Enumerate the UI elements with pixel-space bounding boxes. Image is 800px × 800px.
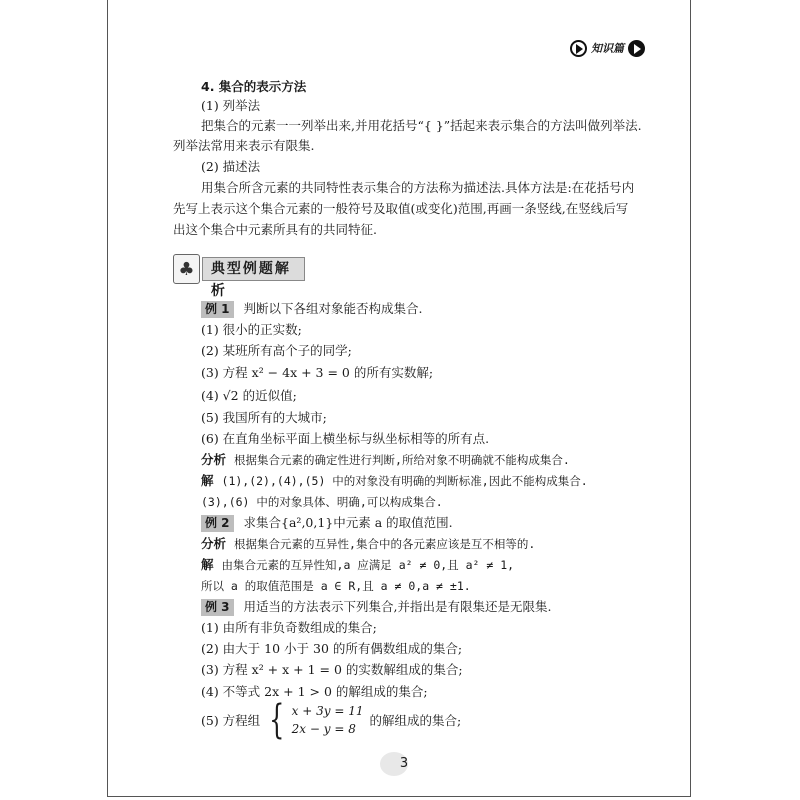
example-1-item: (6) 在直角坐标平面上横坐标与纵坐标相等的所有点. [201,431,490,446]
examples-banner [173,253,305,299]
description-text-1: 用集合所含元素的共同特性表示集合的方法称为描述法.具体方法是:在花括号内 [201,180,635,195]
subsection-enumeration: (1) 列举法 [201,98,261,113]
tree-icon: ♣ [173,254,200,284]
example-3-item: (3) 方程 x² + x + 1 = 0 的实数解组成的集合; [201,662,463,677]
description-text-3: 出这个集合中元素所具有的共同特征. [173,222,377,237]
example-1-item: (2) 某班所有高个子的同学; [201,343,352,358]
section-badge [570,38,645,58]
example-1-item: (3) 方程 x² − 4x + 3 = 0 的所有实数解; [201,365,434,380]
description-text-2: 先写上表示这个集合元素的一般符号及取值(或变化)范围,再画一条竖线,在竖线后写 [173,201,629,216]
solution-text: 由集合元素的互异性知,a 应满足 a² ≠ 0,且 a² ≠ 1, [221,558,515,572]
example-2-analysis [201,535,535,553]
analysis-text: 根据集合元素的互异性,集合中的各元素应该是互不相等的. [234,537,536,551]
example-2-question: 求集合{a²,0,1}中元素 a 的取值范围. [243,515,453,530]
examples-banner-title: 典型例题解析 [202,257,305,281]
analysis-label: 分析 [201,452,227,467]
item-5-suffix: 的解组成的集合; [369,713,462,728]
analysis-label: 分析 [201,536,227,551]
example-1-analysis [201,451,570,469]
badge-label: 知识篇 [591,42,624,55]
example-3-question: 用适当的方法表示下列集合,并指出是有限集还是无限集. [243,599,552,614]
example-1-item: (4) √2 的近似值; [201,388,297,403]
example-2-tag: 例 2 [201,515,234,532]
equation-system [292,702,364,738]
solution-text: (1),(2),(4),(5) 中的对象没有明确的判断标准,因此不能构成集合. [221,474,588,488]
example-1-solution [201,472,588,490]
example-3-question-line [201,598,551,616]
example-2-solution [201,556,514,574]
example-3-item: (4) 不等式 2x + 1 > 0 的解组成的集合; [201,684,428,699]
example-2-solution-cont: 所以 a 的取值范围是 a ∈ R,且 a ≠ 0,a ≠ ±1. [201,579,471,593]
left-brace-icon: { [269,697,285,743]
item-5-prefix: (5) 方程组 [201,713,261,728]
example-1-question-line [201,300,423,318]
example-1-question: 判断以下各组对象能否构成集合. [243,301,423,316]
example-1-solution-cont: (3),(6) 中的对象具体、明确,可以构成集合. [201,495,443,509]
example-1-item: (1) 很小的正实数; [201,322,302,337]
example-3-item-5 [201,697,462,743]
analysis-text: 根据集合元素的确定性进行判断,所给对象不明确就不能构成集合. [234,453,570,467]
play-solid-icon [628,40,645,57]
page-number [380,748,416,778]
example-3-item: (2) 由大于 10 小于 30 的所有偶数组成的集合; [201,641,463,656]
subsection-description: (2) 描述法 [201,159,261,174]
example-3-tag: 例 3 [201,599,234,616]
example-3-item: (1) 由所有非负奇数组成的集合; [201,620,377,635]
equation-1: x + 3y = 11 [291,704,364,718]
page-number-text: 3 [399,755,409,771]
example-1-item: (5) 我国所有的大城市; [201,410,327,425]
example-2-question-line [201,514,453,532]
enumeration-text-2: 列举法常用来表示有限集. [173,138,315,153]
example-1-tag: 例 1 [201,301,234,318]
equation-2: 2x − y = 8 [291,722,356,736]
play-icon [570,40,587,57]
solution-label: 解 [201,557,214,572]
enumeration-text-1: 把集合的元素一一列举出来,并用花括号“{ }”括起来表示集合的方法叫做列举法. [201,118,642,133]
solution-label: 解 [201,473,214,488]
section-title: 4. 集合的表示方法 [201,79,307,94]
